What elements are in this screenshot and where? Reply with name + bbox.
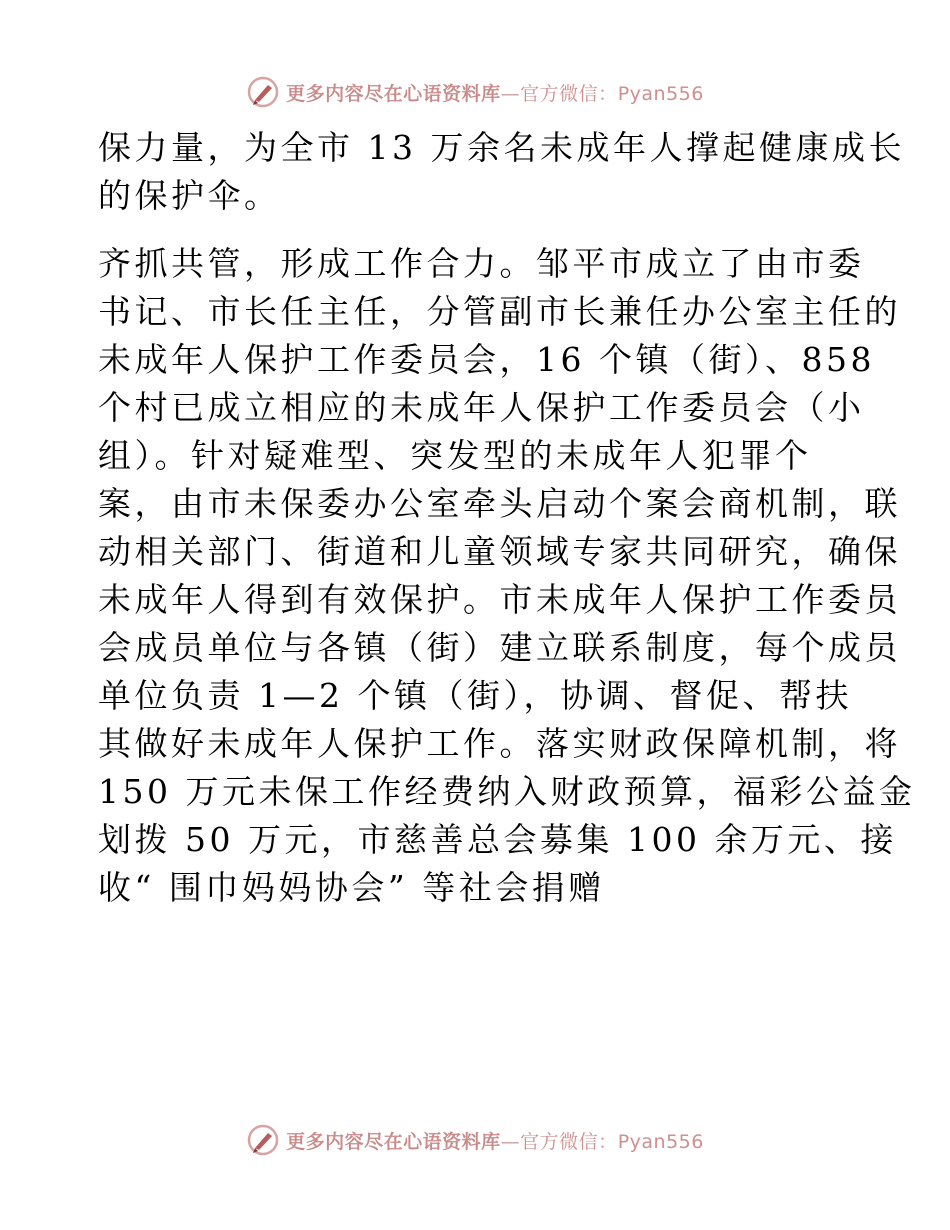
text-line: 收“ 围巾妈妈协会” 等社会捐赠 (98, 868, 605, 907)
watermark-wechat-id: Pyan556 (617, 82, 704, 105)
paragraph-1 (98, 124, 905, 220)
text-line: 会成员单位与各镇（街）建立联系制度，每个成员 (98, 628, 901, 667)
text-line: 书记、市长任主任，分管副市长兼任办公室主任的 (98, 292, 901, 331)
watermark-wechat-id: Pyan556 (617, 1130, 704, 1153)
text-line: 划拨 50 万元，市慈善总会募集 100 余万元、接 (98, 820, 897, 859)
text-line: 组）。针对疑难型、突发型的未成年人犯罪个 (98, 436, 812, 475)
document-body (98, 124, 916, 912)
watermark-separator: — (500, 82, 521, 105)
text-line: 齐抓共管，形成工作合力。邹平市成立了由市委 (98, 244, 865, 283)
watermark-title: 更多内容尽在心语资料库 (286, 82, 501, 105)
paragraph-2 (98, 240, 916, 912)
watermark-text (286, 79, 704, 106)
watermark-text (286, 1127, 704, 1154)
watermark-wechat-label: 官方微信： (520, 1130, 618, 1153)
text-line: 其做好未成年人保护工作。落实财政保障机制，将 (98, 724, 901, 763)
text-line: 动相关部门、街道和儿童领域专家共同研究，确保 (98, 532, 901, 571)
pen-logo-icon (246, 75, 280, 109)
text-line: 150 万元未保工作经费纳入财政预算，福彩公益金 (98, 772, 916, 811)
text-line: 案，由市未保委办公室牵头启动个案会商机制，联 (98, 484, 901, 523)
text-line: 保力量，为全市 13 万余名未成年人撑起健康成长 (98, 128, 905, 167)
header-watermark (0, 72, 950, 112)
watermark-separator: — (500, 1130, 521, 1153)
text-line: 未成年人得到有效保护。市未成年人保护工作委员 (98, 580, 901, 619)
footer-watermark (0, 1120, 950, 1160)
watermark-title: 更多内容尽在心语资料库 (286, 1130, 501, 1153)
text-line: 未成年人保护工作委员会，16 个镇（街）、858 (98, 340, 875, 379)
text-line: 个村已成立相应的未成年人保护工作委员会（小 (98, 388, 865, 427)
pen-logo-icon (246, 1123, 280, 1157)
watermark-wechat-label: 官方微信： (520, 82, 618, 105)
text-line: 的保护伞。 (98, 176, 281, 215)
text-line: 单位负责 1—2 个镇（街），协调、督促、帮扶 (98, 676, 852, 715)
